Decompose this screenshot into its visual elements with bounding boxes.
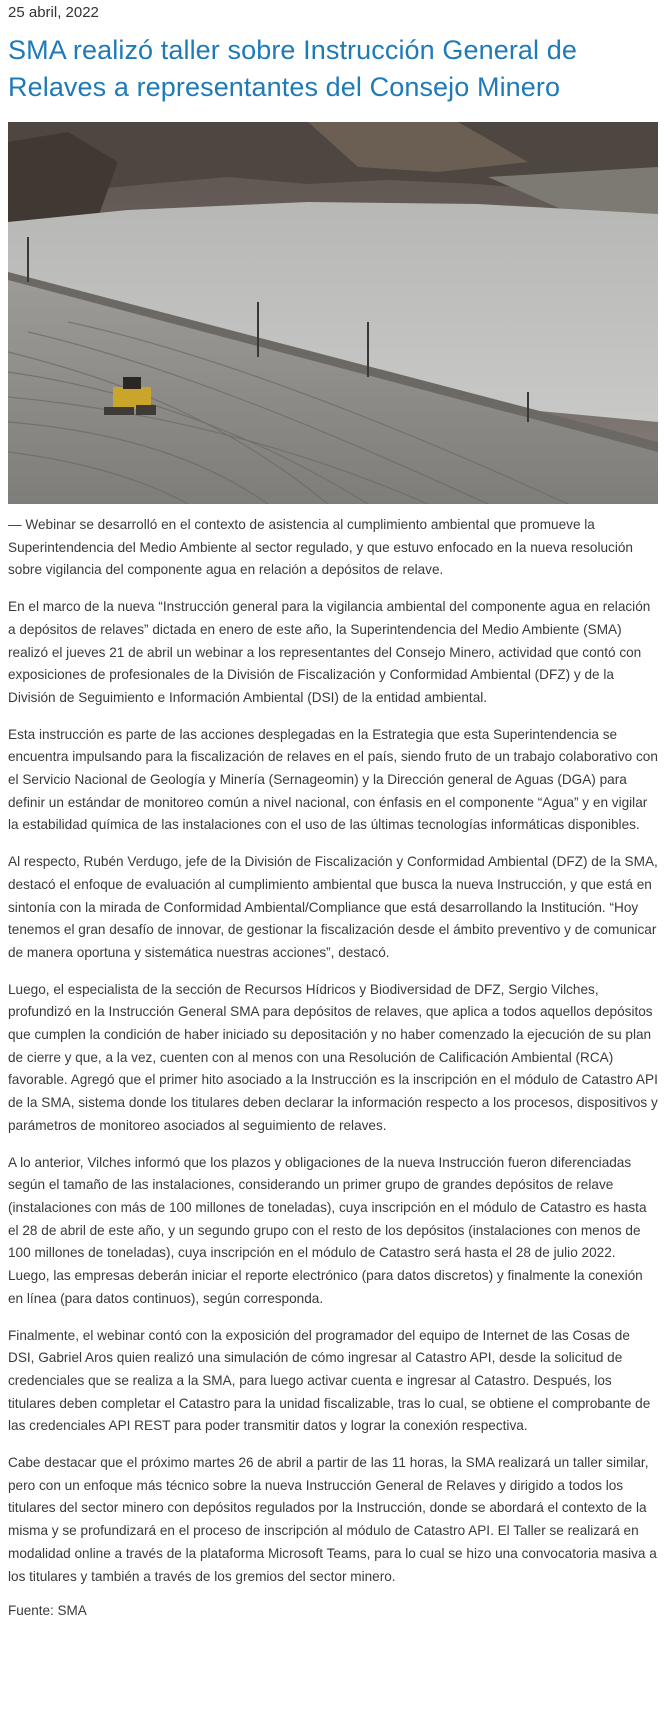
article-title[interactable]: SMA realizó taller sobre Instrucción General de Relaves a representantes del Consejo Minero: [8, 35, 577, 102]
article-paragraph: Cabe destacar que el próximo martes 26 de abril a partir de las 11 horas, la SMA realizará un taller similar, pero con un enfoque más técnico sobre la nueva Instrucción General de Relaves y dirigido a todos los titulares del sector minero con depósitos regulados por la Instrucción, donde se abordará el contexto de la misma y se profundizará en el proceso de inscripción al módulo de Catastro API. El Taller se realizará en modalidad online a través de la plataforma Microsoft Teams, para lo cual se hizo una convocatoria masiva a los titulares y también a través de los gremios del sector minero.: [8, 1455, 657, 1584]
article-source: Fuente: SMA: [8, 1603, 87, 1619]
article-hero-image: [8, 122, 658, 504]
article-paragraph: A lo anterior, Vilches informó que los plazos y obligaciones de la nueva Instrucción fueron diferenciadas según el tamaño de las instalaciones, considerando un primer grupo de grandes depósitos de relave (instalaciones con más de 100 millones de toneladas), cuya inscripción en el módulo de Catastro es hasta el 28 de abril de este año, y un segundo grupo con el resto de los depósitos (instalaciones con menos de 100 millones de toneladas), cuya inscripción en el módulo de Catastro será hasta el 28 de julio 2022. Luego, las empresas deberán iniciar el reporte electrónico (para datos discretos) y finalmente la conexión en línea (para datos continuos), según corresponda.: [8, 1154, 647, 1306]
article-paragraph: Luego, el especialista de la sección de Recursos Hídricos y Biodiversidad de DFZ, Sergio Vilches, profundizó en la Instrucción General SMA para depósitos de relaves, que aplica a todos aquellos depósitos que cumplen la condición de haber iniciado su depositación y no haber comenzado la ejecución de su plan de cierre y que, a la vez, cuenten con al menos con una Resolución de Calificación Ambiental (RCA) favorable. Agregó que el primer hito asociado a la Instrucción es la inscripción en el módulo de Catastro API de la SMA, sistema donde los titulares deben declarar la información respecto a los procesos, dispositivos y parámetros de monitoreo asociados al seguimiento de relaves.: [8, 981, 658, 1133]
article-paragraph: Al respecto, Rubén Verdugo, jefe de la División de Fiscalización y Conformidad Ambiental (DFZ) de la SMA, destacó el enfoque de evaluación al cumplimiento ambiental que busca la nueva Instrucción, y que está en sintonía con la mirada de Conformidad Ambiental/Compliance que está desarrollando la Institución. “Hoy tenemos el gran desafío de innovar, de gestionar la fiscalización desde el ámbito preventivo y de comunicar de manera oportuna y sistemática nuestras acciones”, destacó.: [8, 854, 658, 960]
article-paragraph: Esta instrucción es parte de las acciones desplegadas en la Estrategia que esta Superintendencia se encuentra impulsando para la fiscalización de relaves en el país, siendo fruto de un trabajo colaborativo con el Servicio Nacional de Geología y Minería (Sernageomin) y la Dirección general de Aguas (DGA) para definir un estándar de monitoreo común a nivel nacional, con énfasis en el componente “Agua” y en vigilar la estabilidad química de las instalaciones con el uso de las últimas tecnologías informáticas disponibles.: [8, 726, 658, 833]
tailings-dam-photo: [8, 122, 658, 504]
article-date: 25 abril, 2022: [8, 4, 99, 21]
article-lead: — Webinar se desarrolló en el contexto de asistencia al cumplimiento ambiental que promueve la Superintendencia del Medio Ambiente al sector regulado, y que estuvo enfocado en la nueva resolución sobre vigilancia del componente agua en relación a depósitos de relave.: [8, 517, 633, 578]
article-paragraph: En el marco de la nueva “Instrucción general para la vigilancia ambiental del componente agua en relación a depósitos de relaves” dictada en enero de este año, la Superintendencia del Medio Ambiente (SMA) realizó el jueves 21 de abril un webinar a los representantes del Consejo Minero, actividad que contó con exposiciones de profesionales de la División de Fiscalización y Conformidad Ambiental (DFZ) y de la División de Seguimiento e Información Ambiental (DSI) de la entidad ambiental.: [8, 599, 651, 705]
article-paragraph: Finalmente, el webinar contó con la exposición del programador del equipo de Internet de las Cosas de DSI, Gabriel Aros quien realizó una simulación de cómo ingresar al Catastro API, desde la solicitud de credenciales que se realiza a la SMA, para luego activar cuenta e ingresar al Catastro. Después, los titulares deben completar el Catastro para la unidad fiscalizable, tras lo cual, se obtiene el comprobante de las credenciales API REST para poder transmitir datos y lograr la conexión respectiva.: [8, 1327, 651, 1434]
